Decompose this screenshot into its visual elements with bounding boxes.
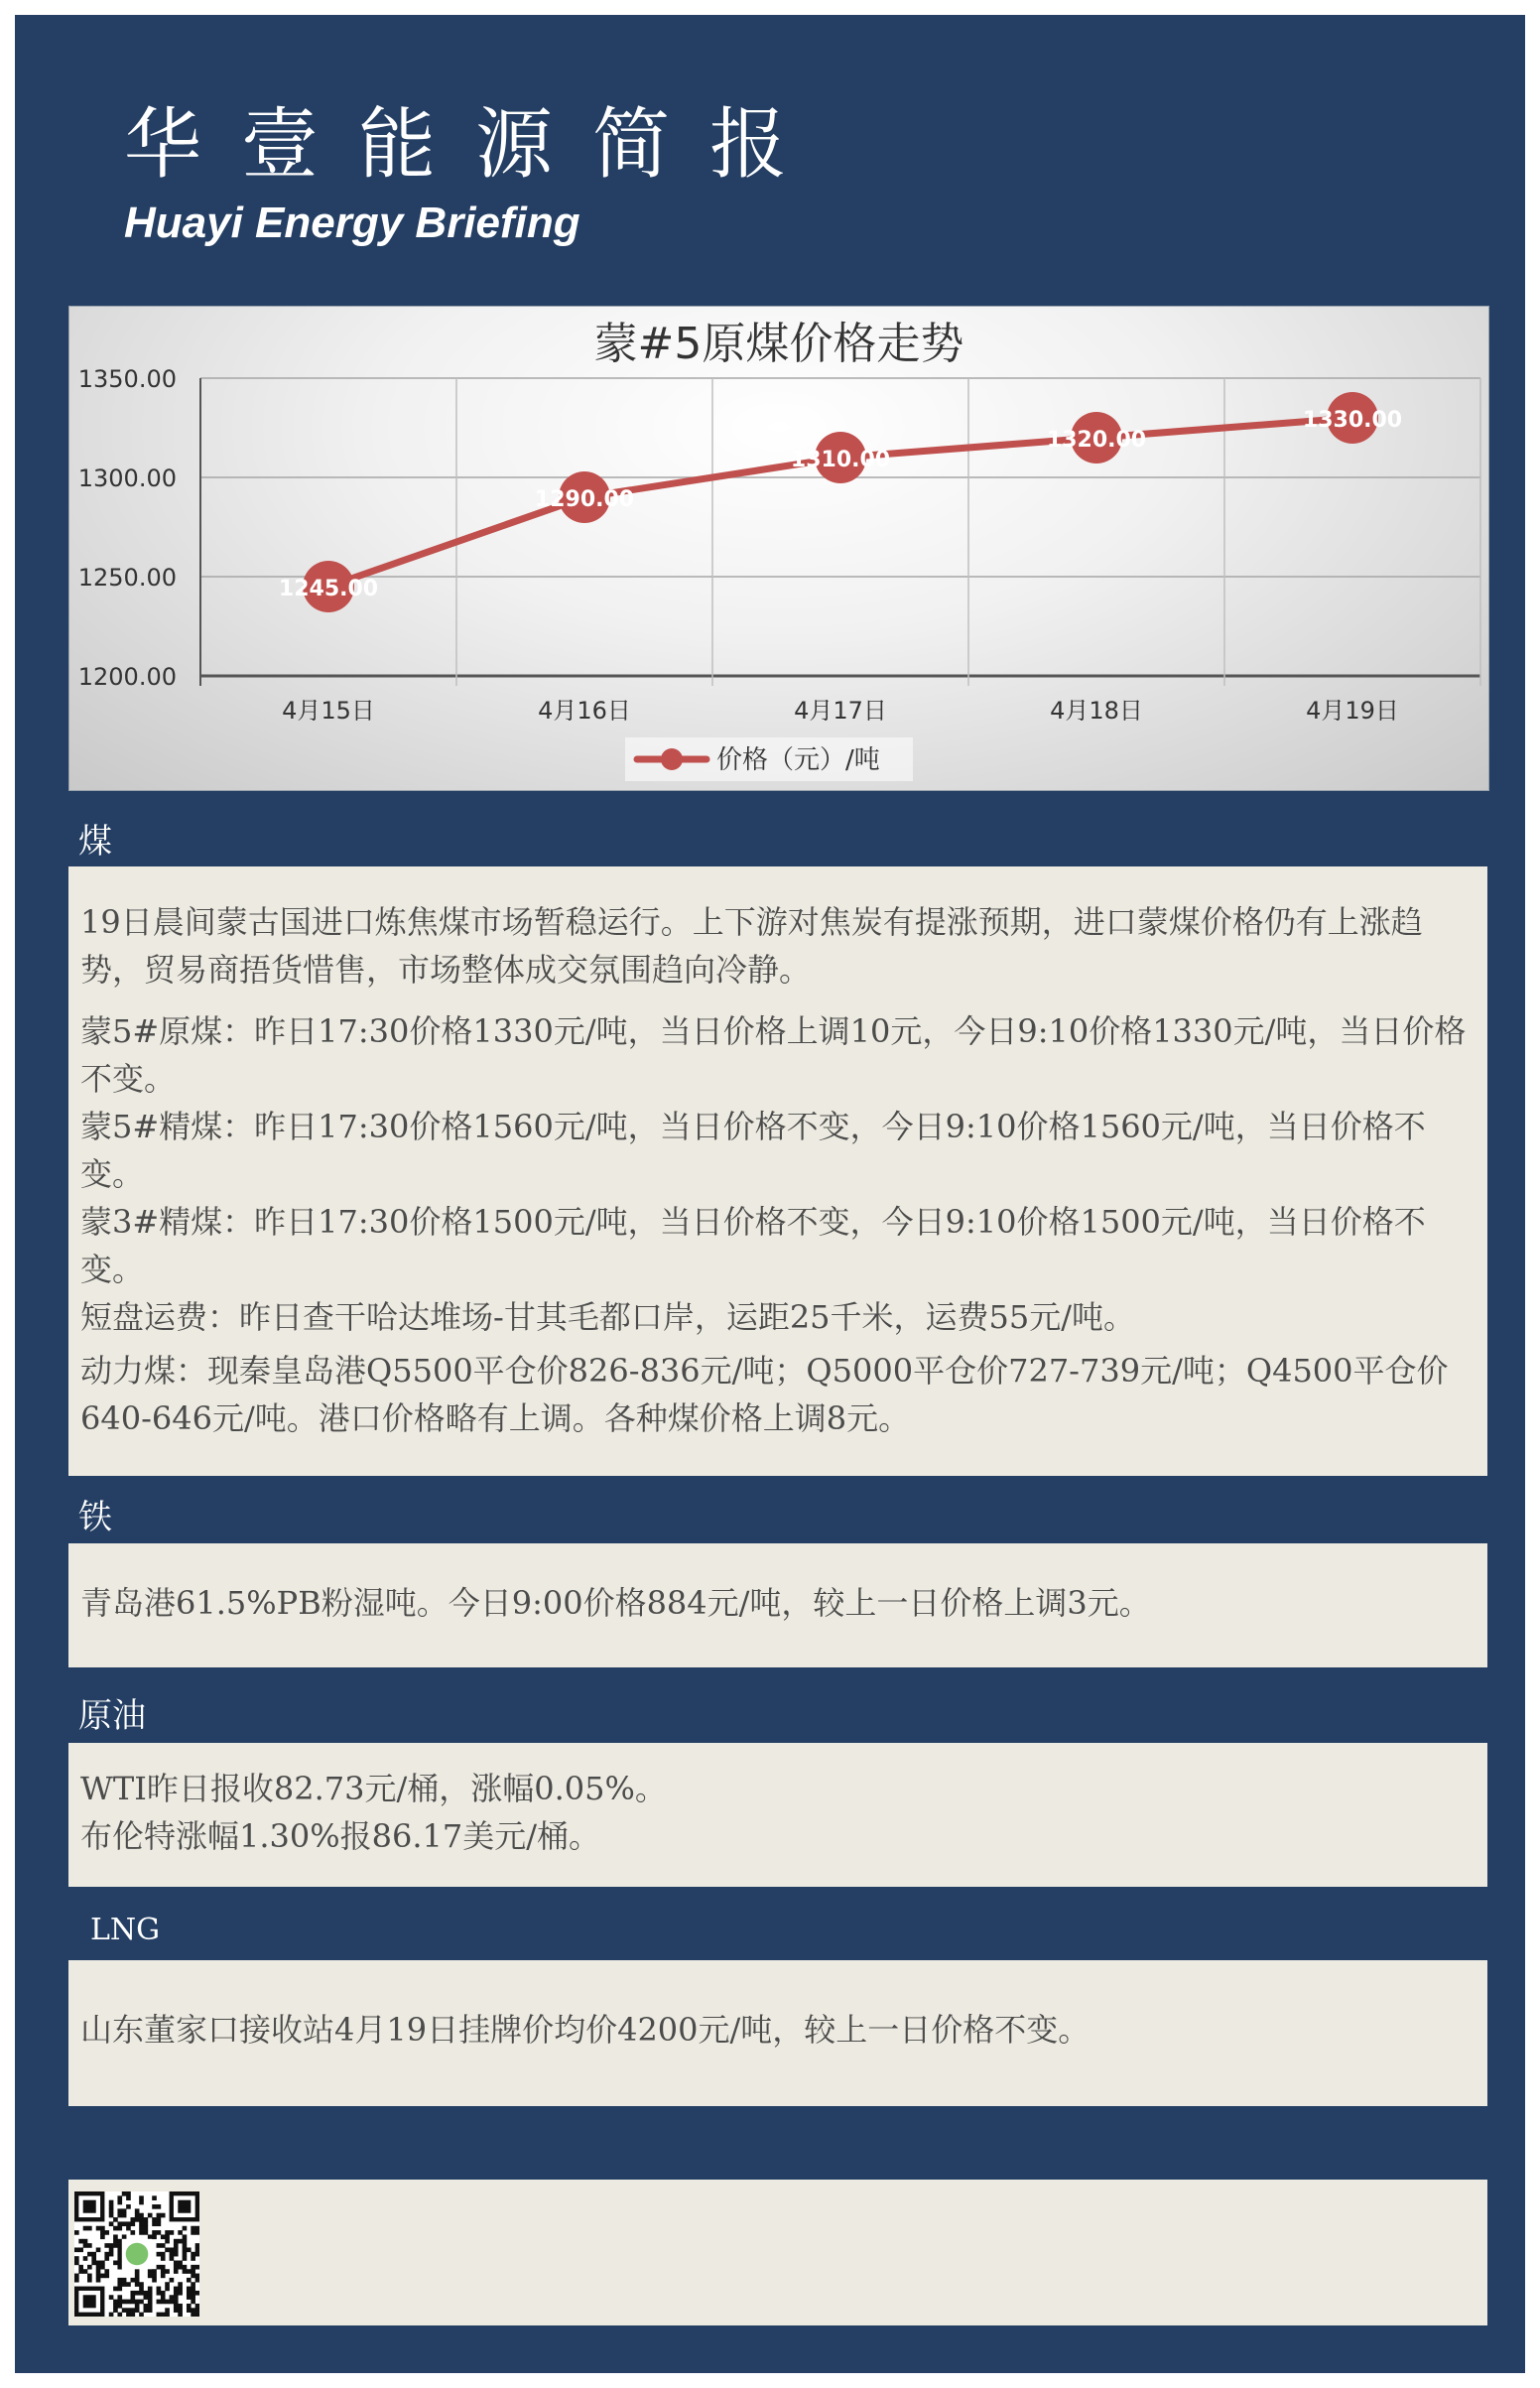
y-tick-label: 1300.00: [77, 464, 177, 492]
data-label: 1330.00: [1302, 408, 1403, 433]
x-tick-label: 4月19日: [1306, 697, 1399, 725]
oil-line-1: WTI昨日报收82.73元/桶，涨幅0.05%。: [80, 1770, 667, 1807]
section-title-iron: 铁: [78, 1498, 112, 1537]
iron-content: [68, 1543, 1487, 1667]
qr-logo-mark: [126, 2243, 149, 2266]
page-subtitle: Huayi Energy Briefing: [124, 199, 580, 247]
x-tick-label: 4月16日: [538, 697, 631, 725]
oil-line-2: 布伦特涨幅1.30%报86.17美元/桶。: [80, 1817, 601, 1855]
y-tick-label: 1250.00: [77, 564, 177, 592]
section-title-coal: 煤: [78, 822, 112, 862]
data-label: 1290.00: [534, 487, 635, 512]
coal-intro: 19日晨间蒙古国进口炼焦煤市场暂稳运行。上下游对焦炭有提涨预期，进口蒙煤价格仍有上涨趋势，贸易商捂货惜售，市场整体成交氛围趋向冷静。: [80, 903, 1423, 989]
coal-line-4: 短盘运费：昨日查干哈达堆场-甘其毛都口岸，运距25千米，运费55元/吨。: [80, 1298, 1136, 1336]
y-tick-label: 1350.00: [77, 365, 177, 393]
coal-line-1: 蒙5#原煤：昨日17:30价格1330元/吨，当日价格上调10元，今日9:10价格1330元/吨，当日价格不变。: [80, 1012, 1467, 1098]
x-tick-label: 4月18日: [1050, 697, 1143, 725]
coal-line-3: 蒙3#精煤：昨日17:30价格1500元/吨，当日价格不变，今日9:10价格1500元/吨，当日价格不变。: [80, 1203, 1426, 1288]
coal-content: [68, 866, 1487, 1476]
x-tick-label: 4月15日: [282, 697, 375, 725]
section-title-oil: 原油: [78, 1696, 146, 1736]
lng-line-1: 山东董家口接收站4月19日挂牌价均价4200元/吨，较上一日价格不变。: [80, 2011, 1091, 2049]
lng-content: [68, 1960, 1487, 2106]
coal-line-2: 蒙5#精煤：昨日17:30价格1560元/吨，当日价格不变，今日9:10价格1560元/吨，当日价格不变。: [80, 1108, 1426, 1193]
oil-content: [68, 1743, 1487, 1887]
legend-marker: [661, 748, 683, 770]
data-label: 1320.00: [1046, 428, 1147, 453]
x-tick-label: 4月17日: [794, 697, 887, 725]
section-title-lng: LNG: [90, 1913, 161, 1947]
data-label: 1310.00: [790, 448, 891, 472]
price-chart: [68, 306, 1489, 791]
briefing-page: [15, 15, 1525, 2373]
y-tick-label: 1200.00: [77, 663, 177, 691]
iron-line-1: 青岛港61.5%PB粉湿吨。今日9:00价格884元/吨，较上一日价格上调3元。: [80, 1584, 1151, 1622]
page-title: 华壹能源简报: [124, 100, 828, 190]
chart-canvas: [69, 307, 1488, 790]
data-label: 1245.00: [278, 577, 379, 601]
coal-line-5: 动力煤：现秦皇岛港Q5500平仓价826-836元/吨；Q5000平仓价727-739元/吨；Q4500平仓价640-646元/吨。港口价格略有上调。各种煤价格上调8元。: [80, 1352, 1449, 1437]
chart-title: 蒙#5原煤价格走势: [593, 319, 964, 369]
legend-label: 价格（元）/吨: [716, 745, 880, 775]
qr-panel: [68, 2180, 1487, 2325]
qr-code-icon[interactable]: [74, 2191, 199, 2317]
